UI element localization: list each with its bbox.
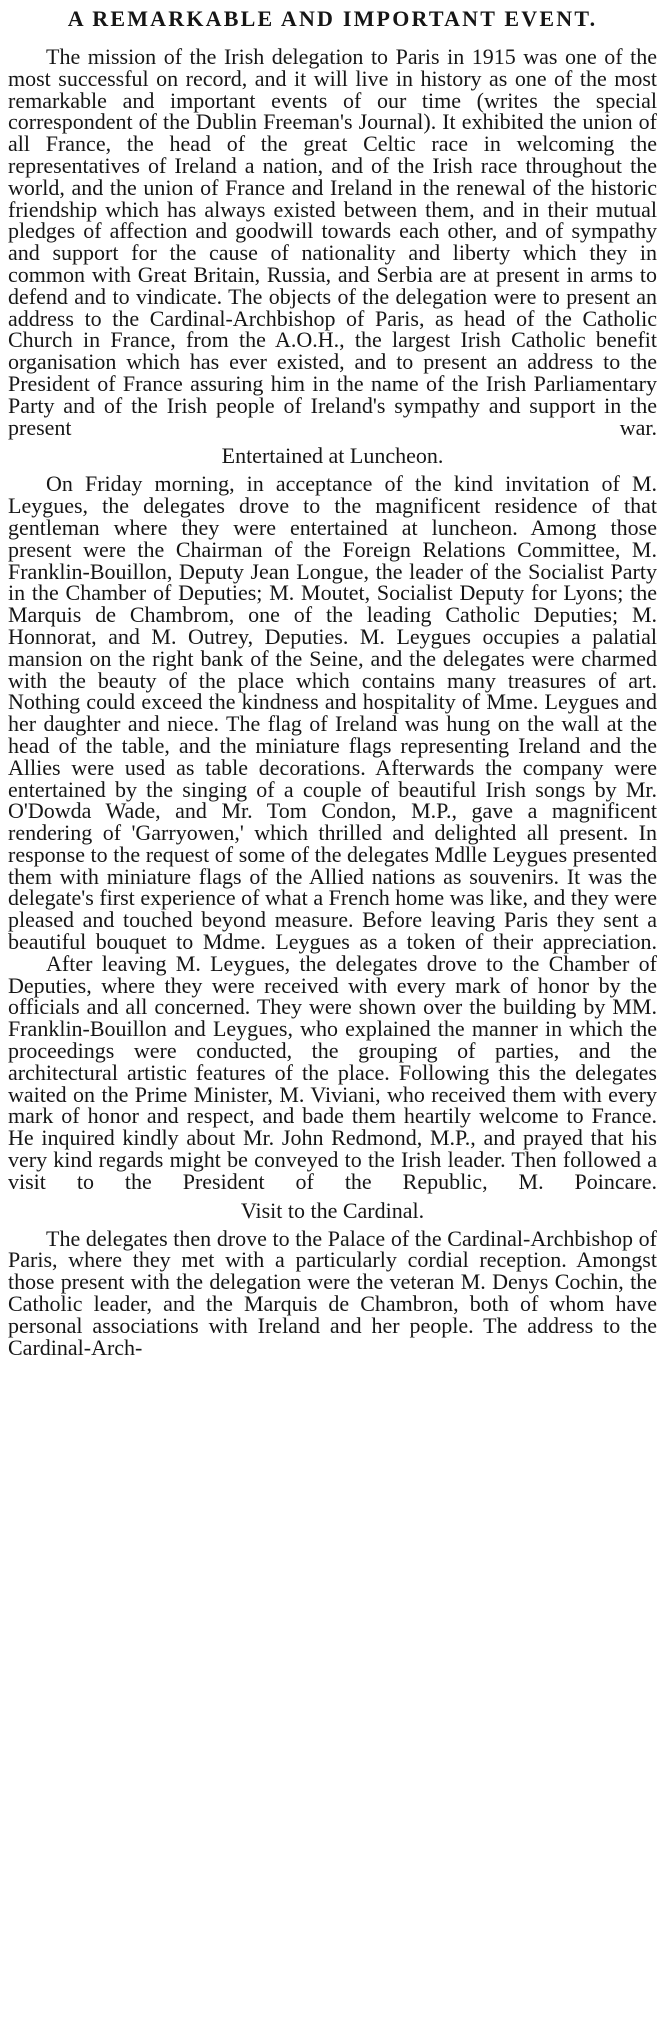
subheading-cardinal: Visit to the Cardinal.	[240, 1197, 425, 1223]
intro-paragraph: The mission of the Irish delegation to Paris in 1915 was one of the most successful on record, and it will live in history as one of the most remarkable and important events of our time (writes the special correspondent of the Dublin Freeman's Journal). It exhibited the union of all France, the head of the great Celtic race in welcoming the representatives of Ireland a nation, and of the Irish race throughout the world, and the union of France and Ireland in the renewal of the historic friendship which has always existed between them, and in their mutual pledges of affection and goodwill towards each other, and of sympathy and support for the cause of nationality and liberty which they in common with Great Britain, Russia, and Serbia are at present in arms to defend and to vindicate. The objects of the delegation were to present an address to the Cardinal-Archbishop of Paris, as head of the Catholic Church in France, from the A.O.H., the largest Irish Catholic benefit organisation which has ever existed, and to present an address to the President of France assuring him in the name of the Irish Parliamentary Party and of the Irish people of Ireland's sympathy and support in the present war.	[8, 44, 657, 440]
luncheon-paragraph-1: On Friday morning, in acceptance of the kind invitation of M. Leygues, the delegates drove to the magnificent residence of that gentleman where they were entertained at luncheon. Among those present were the Chairman of the Foreign Relations Committee, M. Franklin-Bouillon, Deputy Jean Longue, the leader of the Socialist Party in the Chamber of Deputies; M. Moutet, Socialist Deputy for Lyons; the Marquis de Chambrom, one of the leading Catholic Deputies; M. Honnorat, and M. Outrey, Deputies. M. Leygues occupies a palatial mansion on the right bank of the Seine, and the delegates were charmed with the beauty of the place which contains many treasures of art. Nothing could exceed the kindness and hospitality of Mme. Leygues and her daughter and niece. The flag of Ireland was hung on the wall at the head of the table, and the miniature flags representing Ireland and the Allies were used as table decorations. Afterwards the company were entertained by the singing of a couple of beautiful Irish songs by Mr. O'Dowda Wade, and Mr. Tom Condon, M.P., gave a magnificent rendering of 'Garryowen,' which thrilled and delighted all present. In response to the request of some of the delegates Mdlle Leygues presented them with miniature flags of the Allied nations as souvenirs. It was the delegate's first experience of what a French home was like, and they were pleased and touched beyond measure. Before leaving Paris they sent a beautiful bouquet to Mdme. Leygues as a token of their appreciation.	[8, 471, 657, 955]
cardinal-paragraph-1: The delegates then drove to the Palace of the Cardinal-Archbishop of Paris, where they met with a particularly cordial reception. Amongst those present with the delegation were the veteran M. Denys Cochin, the Catholic leader, and the Marquis de Chambron, both of whom have personal associations with Ireland and her people. The address to the Cardinal-Arch-	[8, 1225, 657, 1360]
article-headline: A REMARKABLE AND IMPORTANT EVENT.	[67, 6, 598, 31]
subheading-luncheon: Entertained at Luncheon.	[221, 443, 444, 469]
luncheon-paragraph-2: After leaving M. Leygues, the delegates drove to the Chamber of Deputies, where they were received with every mark of honor by the officials and all concerned. They were shown over the building by MM. Franklin-Bouillon and Leygues, who explained the manner in which the proceedings were conducted, the grouping of parties, and the architectural artistic features of the place. Following this the delegates waited on the Prime Minister, M. Viviani, who received them with every mark of honor and respect, and bade them heartily welcome to France. He inquired kindly about Mr. John Redmond, M.P., and prayed that his very kind regards might be conveyed to the Irish leader. Then followed a visit to the President of the Republic, M. Poincare.	[8, 950, 657, 1194]
